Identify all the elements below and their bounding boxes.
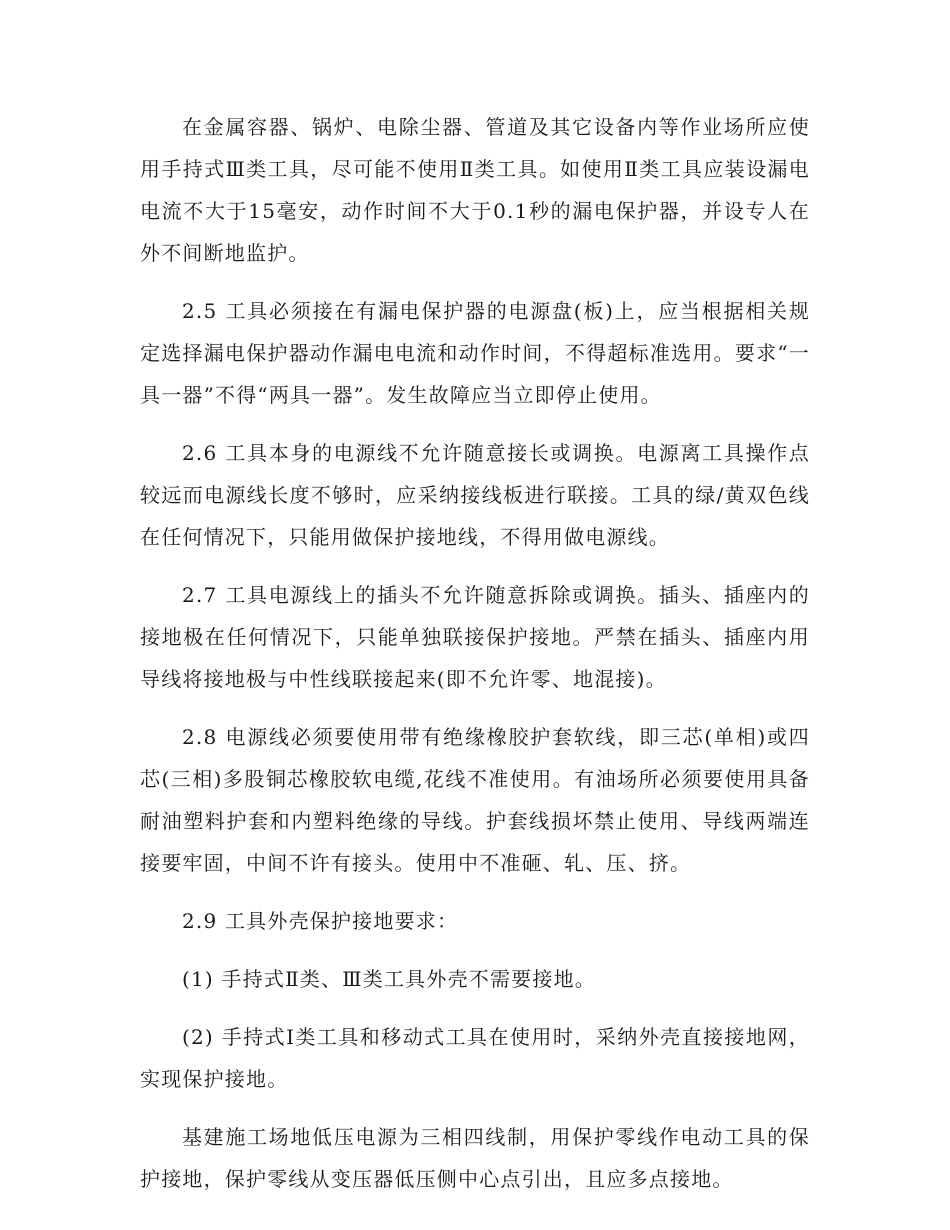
paragraph-2-9: 2.9 工具外壳保护接地要求：: [182, 909, 459, 933]
paragraph-closing: 基建施工场地低压电源为三相四线制，用保护零线作电动工具的保护接地，保护零线从变压器低压侧中心点引出，且应多点接地。: [140, 1125, 810, 1191]
paragraph-item-2: (2) 手持式Ⅰ类工具和移动式工具在使用时，采纳外壳直接接地网，实现保护接地。: [140, 1025, 810, 1091]
paragraph-intro: 在金属容器、锅炉、电除尘器、管道及其它设备内等作业场所应使用手持式Ⅲ类工具，尽可能不使用Ⅱ类工具。如使用Ⅱ类工具应装设漏电电流不大于15毫安，动作时间不大于0.1秒的漏电保护器，并设专人在外不间断地监护。: [140, 115, 810, 265]
paragraph-2-7: 2.7 工具电源线上的插头不允许随意拆除或调换。插头、插座内的接地极在任何情况下，只能单独联接保护接地。严禁在插头、插座内用导线将接地极与中性线联接起来(即不允许零、地混接)。: [140, 583, 810, 691]
paragraph-2-6: 2.6 工具本身的电源线不允许随意接长或调换。电源离工具操作点较远而电源线长度不够时，应采纳接线板进行联接。工具的绿/黄双色线在任何情况下，只能用做保护接地线，不得用做电源线。: [140, 441, 810, 549]
paragraph-2-5: 2.5 工具必须接在有漏电保护器的电源盘(板)上，应当根据相关规定选择漏电保护器动作漏电电流和动作时间，不得超标准选用。要求“一具一器”不得“两具一器”。发生故障应当立即停止使用。: [140, 299, 810, 407]
paragraph-2-8: 2.8 电源线必须要使用带有绝缘橡胶护套软线，即三芯(单相)或四芯(三相)多股铜芯橡胶软电缆,花线不准使用。有油场所必须要使用具备耐油塑料护套和内塑料绝缘的导线。护套线损坏禁止使用、导线两端连接要牢固，中间不许有接头。使用中不准砸、轧、压、挤。: [140, 725, 810, 875]
paragraph-item-1: (1) 手持式Ⅱ类、Ⅲ类工具外壳不需要接地。: [182, 967, 596, 991]
